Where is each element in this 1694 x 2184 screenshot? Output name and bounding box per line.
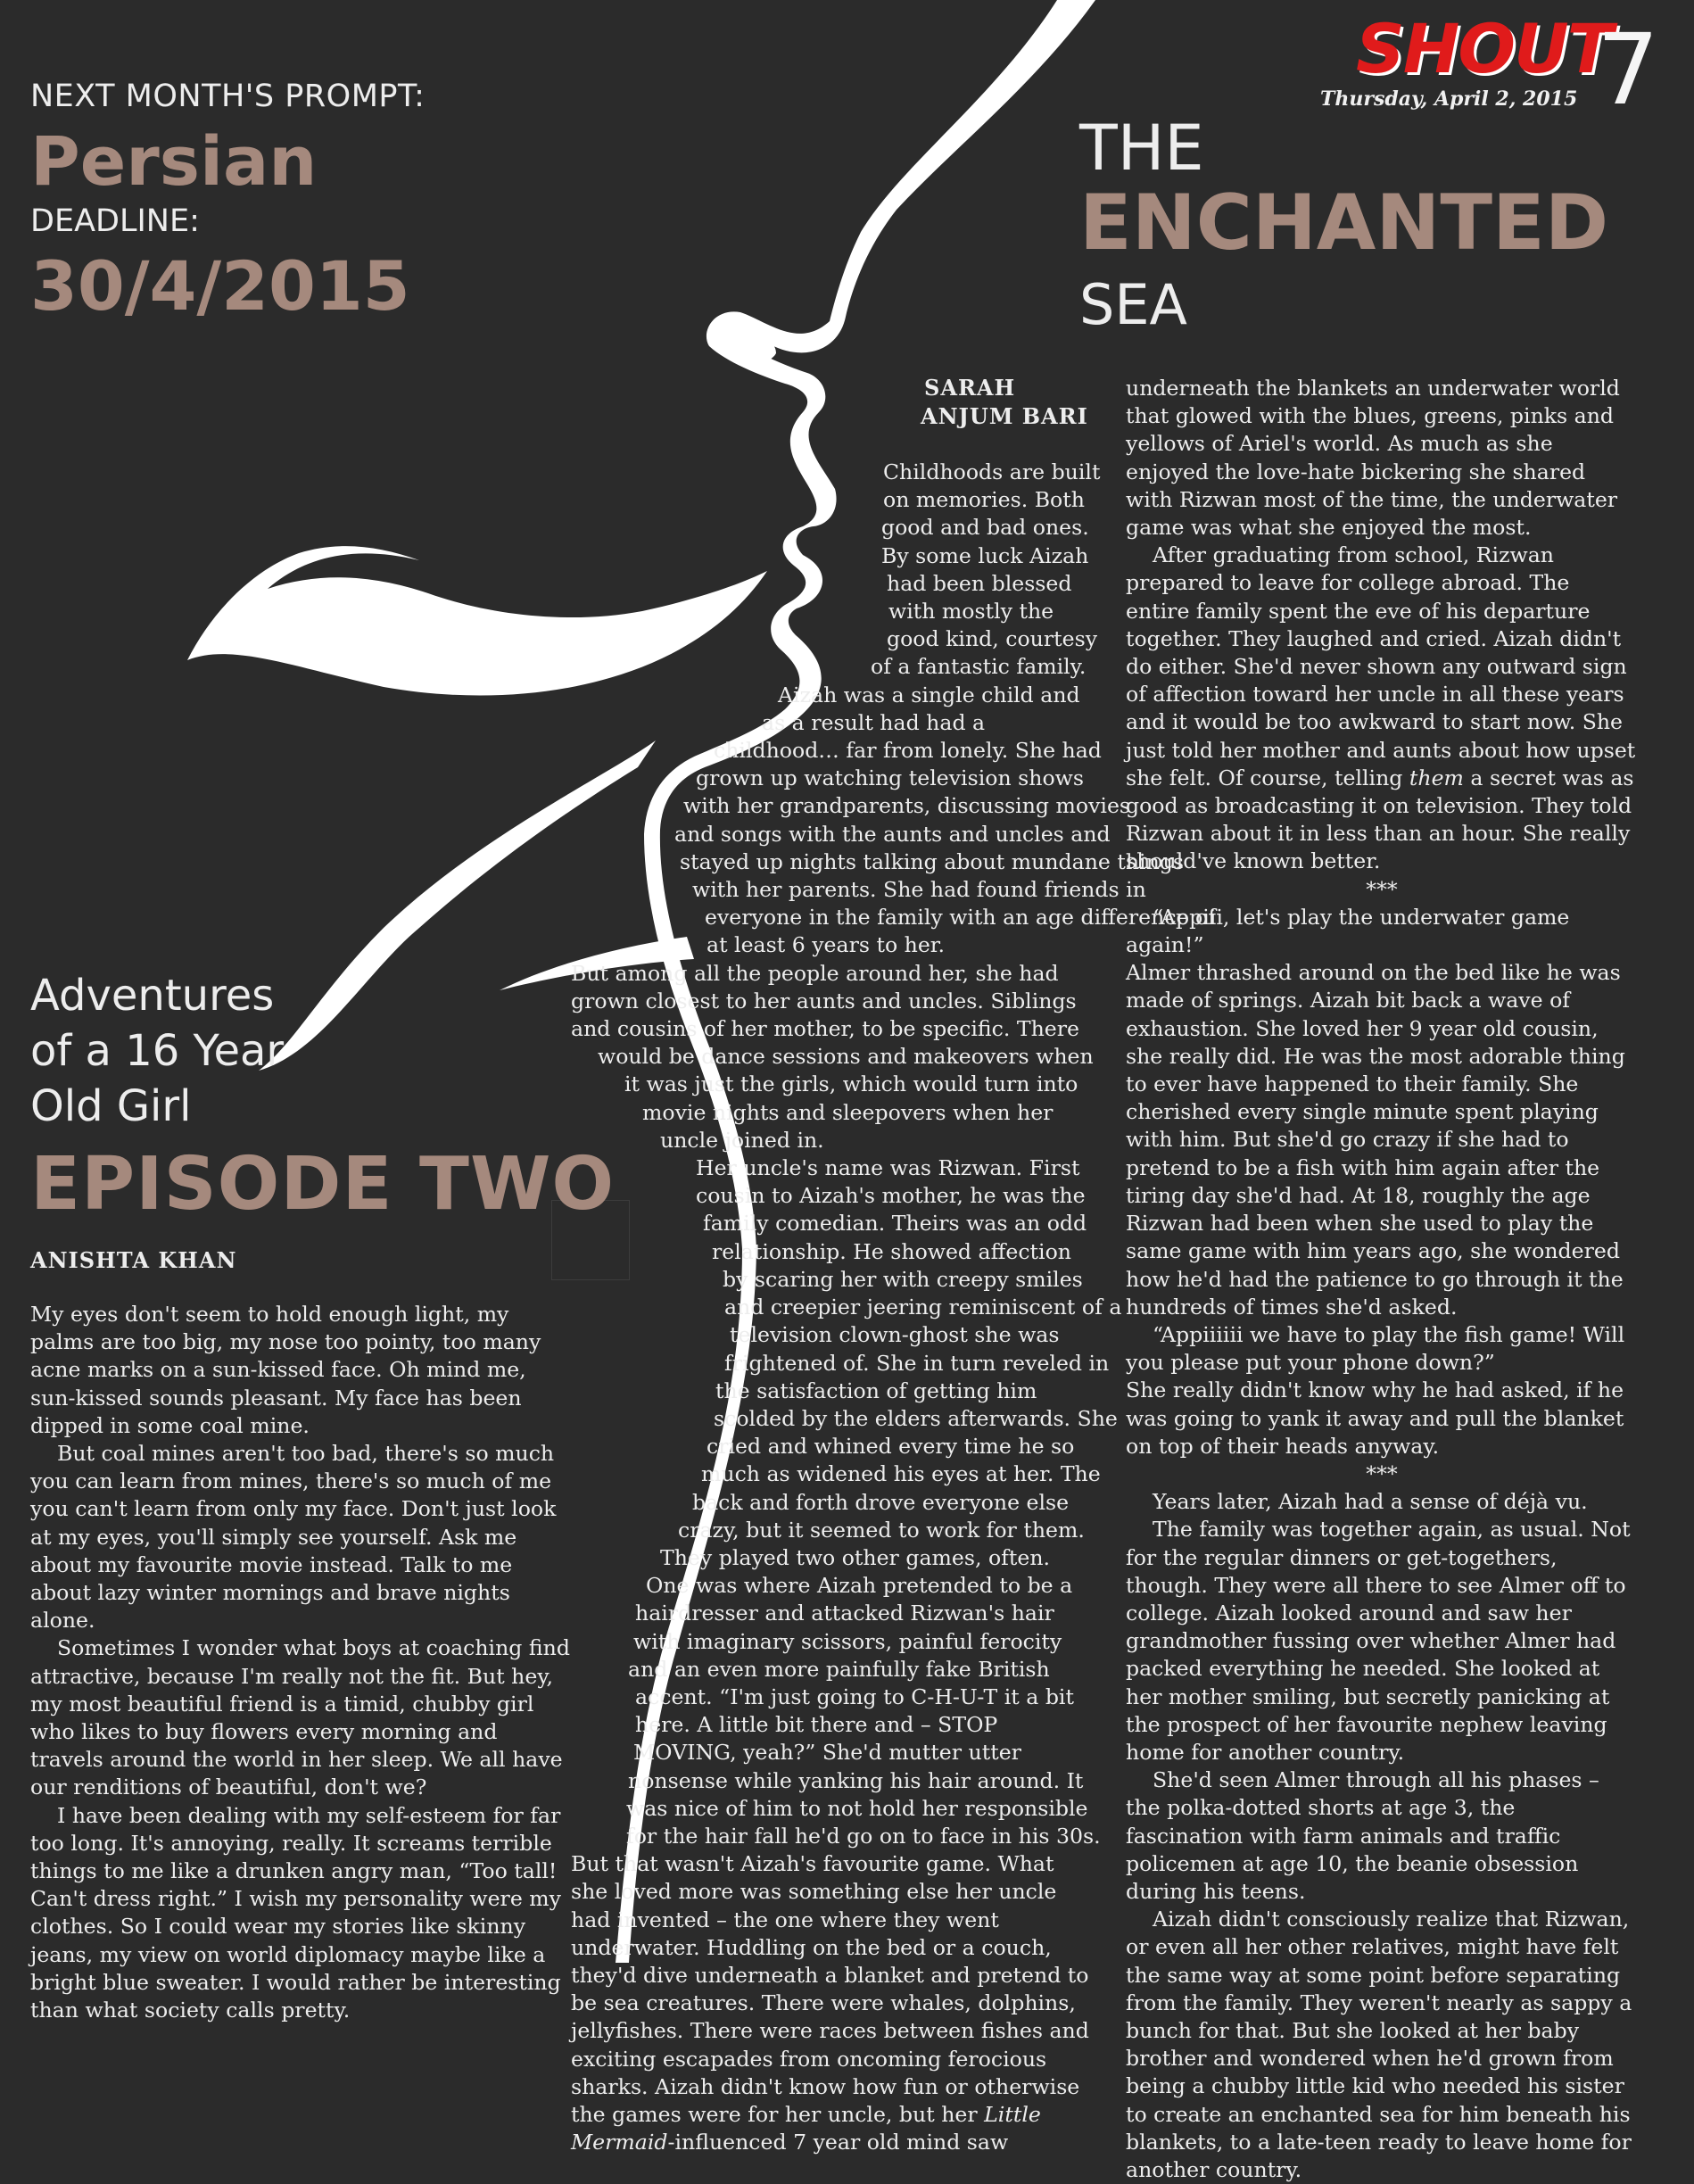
story-paragraph: Years later, Aizah had a sense of déjà vu. <box>1153 1489 1588 1515</box>
story-line: on memories. Both <box>883 487 1085 513</box>
story-line: and creepier jeering reminiscent of a <box>724 1295 1122 1320</box>
story-paragraph: She'd seen Almer through all his phases – the polka-dotted shorts at age 3, the fascination with farm animals and traffic policemen at age 10, the beanie obsession during his teens. <box>1126 1767 1599 1904</box>
story-paragraph: She really didn't know why he had asked, if he was going to yank it away and pull the blanket on top of their heads anyway. <box>1126 1377 1624 1459</box>
story-line: with her grandparents, discussing movies <box>683 793 1131 819</box>
story-paragraph: The family was together again, as usual. Not for the regular dinners or get-togethers, though. They were all there to see Almer off to college. Aizah looked around and saw her grandmother fussing over whether Almer had packed everything he needed. She looked at her mother smiling, but secretly panicking at the prospect of her favourite nephew leaving home for another country. <box>1126 1517 1631 1765</box>
serial-title-line: Adventures <box>30 971 275 1021</box>
serial-paragraph: But coal mines aren't too bad, there's so much you can learn from mines, there's so much of me you can't learn from only my face. Don't just look at my eyes, you'll simply see yourself. Ask me about my favourite movie instead. Talk to me about lazy winter mornings and brave nights alone. <box>30 1441 557 1634</box>
story-line: everyone in the family with an age difference of <box>705 905 1216 931</box>
next-month-prompt-value: Persian <box>30 121 318 201</box>
serial-title-line: Old Girl <box>30 1081 192 1131</box>
story-line: they'd dive underneath a blanket and pretend to <box>571 1962 1089 1988</box>
serial-title-line: of a 16 Year <box>30 1026 285 1076</box>
story-line: and an even more painfully fake British <box>628 1656 1050 1682</box>
story-line: cousin to Aizah's mother, he was the <box>696 1183 1086 1209</box>
story-line: accent. “I'm just going to C-H-U-T it a bit <box>635 1684 1074 1709</box>
story-line: Her uncle's name was Rizwan. First <box>696 1155 1080 1181</box>
story-line: with her parents. She had found friends in <box>692 877 1146 903</box>
story-line: the satisfaction of getting him <box>715 1377 1037 1403</box>
story-line: here. A little bit there and – STOP <box>635 1712 998 1738</box>
story-line: relationship. He showed affection <box>712 1238 1071 1264</box>
deadline-value: 30/4/2015 <box>30 246 410 326</box>
story-line: But that wasn't Aizah's favourite game. What <box>571 1851 1054 1877</box>
story-line: of a fantastic family. <box>871 654 1087 680</box>
story-paragraph: Aizah didn't consciously realize that Rizwan, or even all her other relatives, might have felt the same way at some point before separating from the family. They weren't nearly as sappy a bunch for that. But she looked at her baby brother and wondered when he'd grown from being a chubby little kid who needed his sister to create an enchanted sea for him beneath his blankets, to a late-teen ready to leave home for another country. <box>1126 1907 1632 2182</box>
story-line: family comedian. Theirs was an odd <box>703 1211 1087 1237</box>
story-line: sharks. Aizah didn't know how fun or otherwise <box>571 2073 1080 2099</box>
story-line: as a result had had a <box>762 709 986 735</box>
story-line: with imaginary scissors, painful ferocity <box>633 1628 1062 1654</box>
story-line: had been blessed <box>887 570 1072 596</box>
story-title-main: ENCHANTED <box>1079 178 1609 268</box>
story-line: frightened of. She in turn reveled in <box>724 1350 1110 1376</box>
story-line: grown up watching television shows <box>696 765 1084 791</box>
story-line: be sea creatures. There were whales, dolphins, <box>571 1990 1076 2016</box>
story-line: the games were for her uncle, but her Little <box>571 2101 1041 2127</box>
story-line: uncle joined in. <box>660 1127 824 1153</box>
issue-date: Thursday, April 2, 2015 <box>1320 87 1578 111</box>
story-line: would be dance sessions and makeovers when <box>598 1044 1094 1070</box>
story-line: was nice of him to not hold her responsible <box>626 1795 1088 1821</box>
story-paragraph: After graduating from school, Rizwan prepared to leave for college abroad. The entire family spent the eve of his departure together. They laughed and cried. Aizah didn't do either. She'd never shown any outward sign of affection toward her uncle in all these years and it would be too awkward to start now. She just told her mother and aunts about how upset she felt. Of course, telling them a secret was as good as broadcasting it on television. They told Rizwan about it in less than an hour. She really should've known better. <box>1126 542 1636 874</box>
story-line: But among all the people around her, she had <box>571 960 1059 986</box>
story-line: good and bad ones. <box>881 515 1089 541</box>
story-paragraph: “Appiii, let's play the underwater game again!” <box>1126 904 1570 958</box>
story-line: stayed up nights talking about mundane things <box>680 848 1184 874</box>
serial-author: ANISHTA KHAN <box>30 1247 237 1273</box>
story-paragraph: underneath the blankets an underwater world that glowed with the blues, greens, pinks and yellows of Ariel's world. As much as she enjoyed the love-hate bickering she shared with Rizwan most of the time, the underwater game was what she enjoyed the most. <box>1126 376 1620 541</box>
story-line: much as widened his eyes at her. The <box>701 1461 1101 1487</box>
next-month-prompt-label: NEXT MONTH'S PROMPT: <box>30 79 426 114</box>
story-line: nonsense while yanking his hair around. It <box>628 1767 1084 1793</box>
story-line: with mostly the <box>888 599 1054 625</box>
story-line: Mermaid-influenced 7 year old mind saw <box>571 2130 1009 2155</box>
page-number: 7 <box>1597 12 1659 127</box>
serial-paragraph: Sometimes I wonder what boys at coaching find attractive, because I'm really not the fit. But hey, my most beautiful friend is a timid, chubby girl who likes to buy flowers every morning and travels around the world in her sleep. We all have our renditions of beautiful, don't we? <box>30 1635 570 1800</box>
story-line: One was where Aizah pretended to be a <box>646 1573 1073 1599</box>
story-title-top: THE <box>1079 112 1204 185</box>
story-line: exciting escapades from oncoming ferocious <box>571 2046 1047 2072</box>
story-line: underwater. Huddling on the bed or a couch, <box>571 1934 1052 1960</box>
story-author-line1: SARAH <box>924 375 1016 401</box>
story-line: Aizah was a single child and <box>778 682 1080 707</box>
story-line: and cousins of her mother, to be specific. There <box>571 1016 1079 1042</box>
story-line: MOVING, yeah?” She'd mutter utter <box>633 1740 1021 1766</box>
story-line: cried and whined every time he so <box>707 1434 1075 1460</box>
story-line: at least 6 years to her. <box>707 932 945 958</box>
story-line: Childhoods are built <box>883 459 1101 484</box>
shout-masthead-logo: SHOUT <box>1356 9 1612 88</box>
serial-paragraph: I have been dealing with my self-esteem for far too long. It's annoying, really. It screams terrible things to me like a drunken angry man, “Too tall! Can't dress right.” I wish my personality were my clothes. So I could wear my stories like skinny jeans, my view on world diplomacy maybe like a bright blue sweater. I would rather be interesting than what society calls pretty. <box>30 1802 561 2023</box>
story-line: it was just the girls, which would turn into <box>624 1071 1078 1097</box>
deadline-label: DEADLINE: <box>30 203 200 239</box>
serial-title <box>30 968 284 1134</box>
story-paragraph: “Appiiiiii we have to play the fish game! Will you please put your phone down?” <box>1126 1321 1625 1376</box>
story-line: and songs with the aunts and uncles and <box>674 821 1111 847</box>
story-line: They played two other games, often. <box>660 1544 1051 1570</box>
serial-body <box>30 1301 573 2024</box>
story-line: she loved more was something else her uncle <box>571 1879 1057 1905</box>
story-line: scolded by the elders afterwards. She <box>714 1405 1118 1431</box>
story-line: By some luck Aizah <box>881 542 1089 568</box>
story-line: had invented – the one where they went <box>571 1907 999 1932</box>
story-line: crazy, but it seemed to work for them. <box>678 1517 1085 1543</box>
story-line: good kind, courtesy <box>887 626 1098 652</box>
story-line: jellyfishes. There were races between fishes and <box>571 2018 1089 2044</box>
section-separator: *** <box>1366 1460 1398 1486</box>
story-title-bottom: SEA <box>1079 272 1187 337</box>
story-line: back and forth drove everyone else <box>692 1489 1070 1515</box>
story-line: grown closest to her aunts and uncles. Siblings <box>571 988 1077 1013</box>
episode-heading: EPISODE TWO <box>30 1142 616 1227</box>
story-line: by scaring her with creepy smiles <box>723 1266 1083 1292</box>
story-author-line2: ANJUM BARI <box>921 403 1088 429</box>
story-column-1 <box>571 459 1216 2156</box>
story-line: television clown-ghost she was <box>730 1322 1060 1348</box>
story-line: movie nights and sleepovers when her <box>642 1099 1054 1125</box>
serial-paragraph: My eyes don't seem to hold enough light, my palms are too big, my nose too pointy, too many acne marks on a sun-kissed face. Oh mind me, sun-kissed sounds pleasant. My face has been dipped in some coal mine. <box>30 1302 541 1438</box>
story-line: for the hair fall he'd go on to face in his 30s. <box>626 1823 1101 1849</box>
section-separator: *** <box>1366 876 1398 902</box>
story-paragraph: Almer thrashed around on the bed like he was made of springs. Aizah bit back a wave of exhaustion. She loved her 9 year old cousin, she really did. He was the most adorable thing to ever have happened to their family. She cherished every single minute spent playing with him. But she'd go crazy if she had to pretend to be a fish with him again after the tiring day she'd had. At 18, roughly the age Rizwan had been when she used to play the same game with him years ago, she wondered how he'd had the patience to go through it the hundreds of times she'd asked. <box>1126 960 1625 1320</box>
story-line: childhood… far from lonely. She had <box>714 738 1102 764</box>
story-line: hairdresser and attacked Rizwan's hair <box>635 1601 1054 1626</box>
story-column-2 <box>1126 375 1638 2184</box>
